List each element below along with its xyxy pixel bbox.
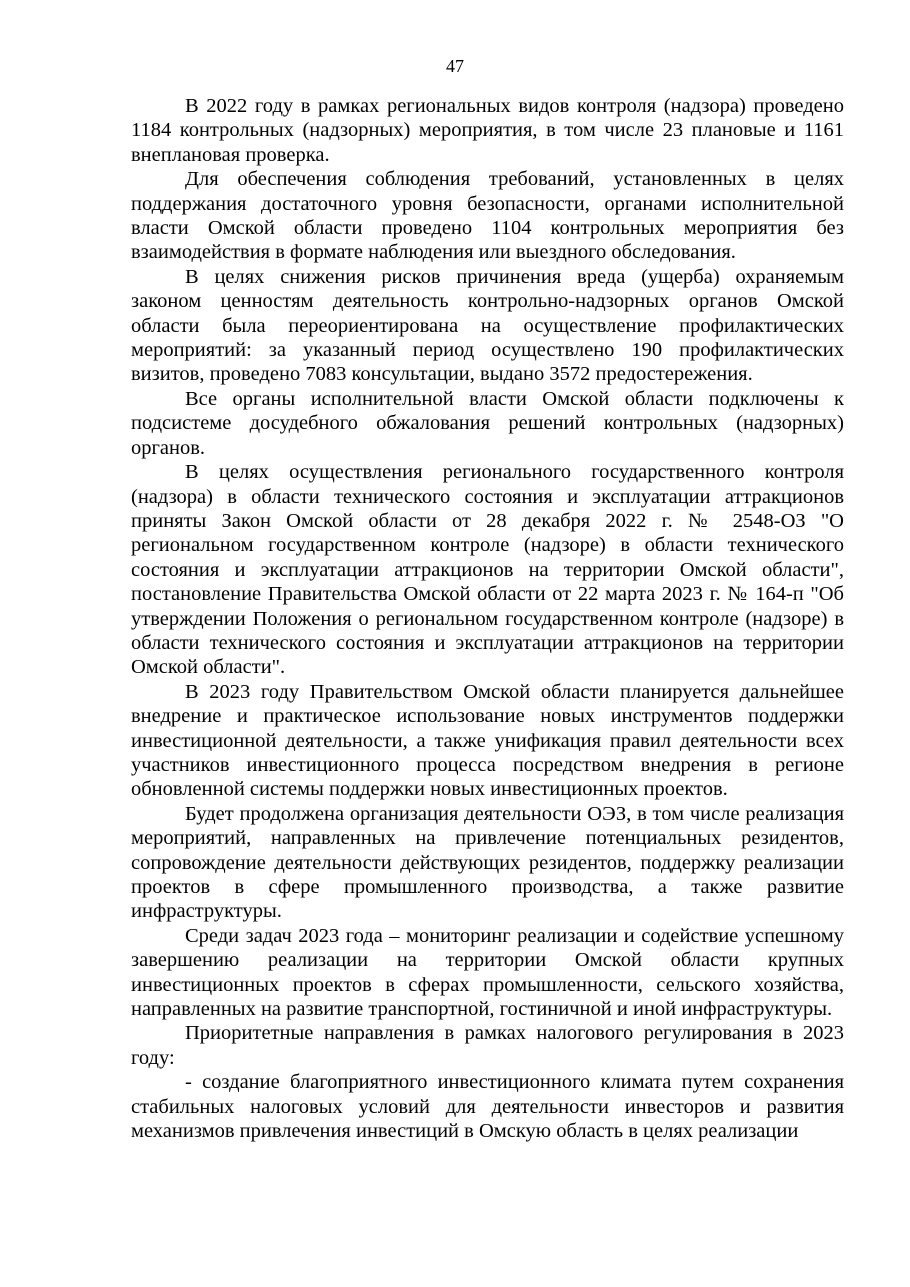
- paragraph-control-inspections: В 2022 году в рамках региональных видов контроля (надзора) проведено 1184 контрольных (надзорных) мероприятия, в том числе 23 плановые и 1161 внеплановая проверка.: [131, 95, 844, 166]
- paragraph-pretrial-appeal: Все органы исполнительной власти Омской области подключены к подсистеме досудебного обжалования решений контрольных (надзорных) органов.: [131, 387, 844, 459]
- paragraph-investment-support: В 2023 году Правительством Омской области планируется дальнейшее внедрение и практическое использование новых инструментов поддержки инвестиционной деятельности, а также унификация правил деятельности всех участников инвестиционного процесса посредством внедрения в регионе обновленной системы поддержки новых инвестиционных проектов.: [131, 680, 844, 801]
- paragraph-2023-tasks: Среди задач 2023 года – мониторинг реализации и содействие успешному завершению реализации на территории Омской области крупных инвестиционных проектов в сферах промышленности, сельского хозяйства, направленных на развитие транспортной, гостиничной и иной инфраструктуры.: [131, 924, 844, 1021]
- paragraph-investment-climate: - создание благоприятного инвестиционного климата путем сохранения стабильных налоговых условий для деятельности инвесторов и развития механизмов привлечения инвестиций в Омскую область в целях реализации: [131, 1071, 844, 1143]
- page-number: 47: [446, 56, 464, 76]
- paragraph-special-economic-zone: Будет продолжена организация деятельности ОЭЗ, в том числе реализация мероприятий, направленных на привлечение потенциальных резидентов, сопровождение деятельности действующих резидентов, поддержку реализации проектов в сфере промышленного производства, а также развитие инфраструктуры.: [131, 802, 844, 923]
- body-text: [131, 94, 844, 1143]
- paragraph-tax-priorities: Приоритетные направления в рамках налогового регулирования в 2023 году:: [131, 1022, 844, 1069]
- paragraph-attractions-control: В целях осуществления регионального государственного контроля (надзора) в области технического состояния и эксплуатации аттракционов приняты Закон Омской области от 28 декабря 2022 г. № 2548-ОЗ "О региональном государственном контроле (надзоре) в области технического состояния и эксплуатации аттракционов на территории Омской области", постановление Правительства Омской области от 22 марта 2023 г. № 164-п "Об утверждении Положения о региональном государственном контроле (надзоре) в области технического состояния и эксплуатации аттракционов на территории Омской области".: [131, 461, 844, 679]
- paragraph-preventive-measures: В целях снижения рисков причинения вреда (ущерба) охраняемым законом ценностям деятельность контрольно-надзорных органов Омской области была переориентирована на осуществление профилактических мероприятий: за указанный период осуществлено 190 профилактических визитов, проведено 7083 консультации, выдано 3572 предостережения.: [131, 265, 844, 386]
- paragraph-safety-monitoring: Для обеспечения соблюдения требований, установленных в целях поддержания достаточного уровня безопасности, органами исполнительной власти Омской области проведено 1104 контрольных мероприятия без взаимодействия в формате наблюдения или выездного обследования.: [131, 168, 844, 264]
